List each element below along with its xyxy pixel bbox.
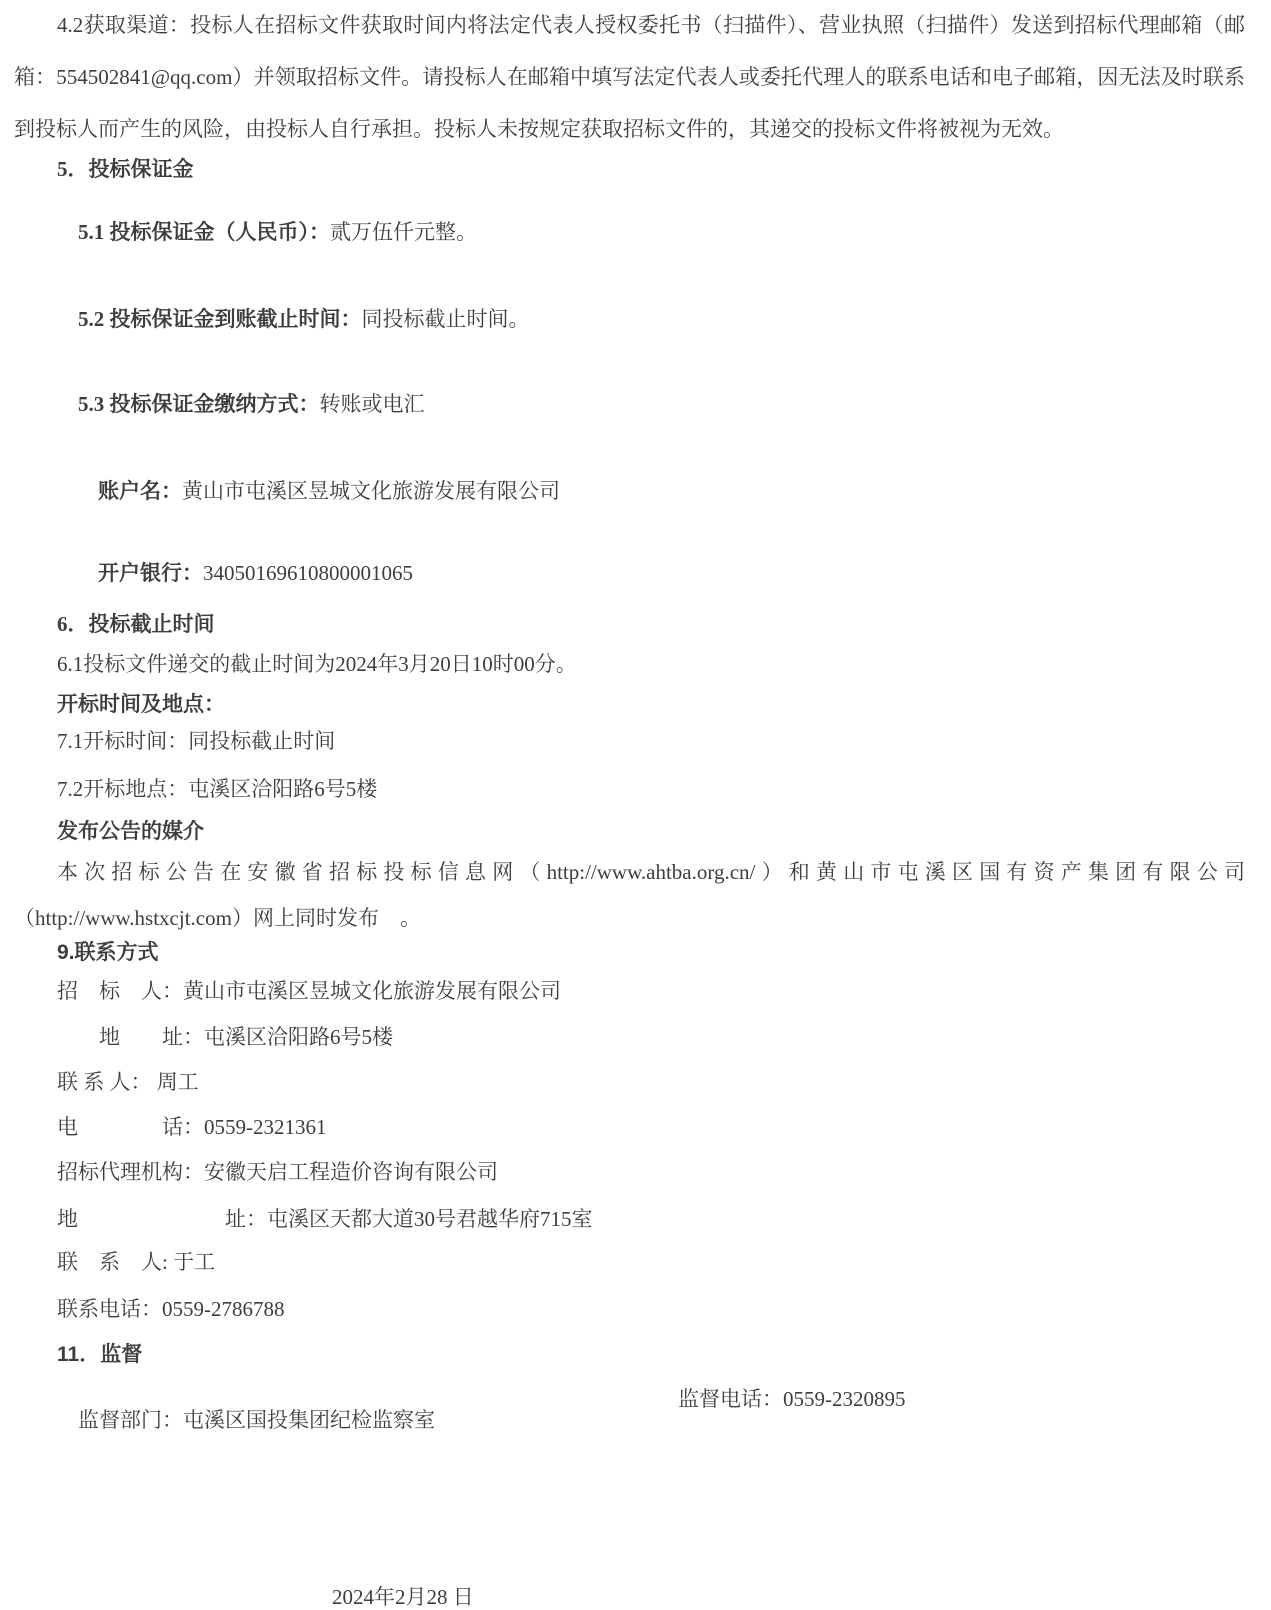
deposit-amount-value: 贰万伍仟元整。 bbox=[330, 220, 477, 244]
contact-tenderer-address-row: 地 址：屯溪区洽阳路6号5楼 bbox=[57, 1025, 393, 1049]
heading-announcement-media: 发布公告的媒介 bbox=[57, 820, 204, 843]
contact-agency-phone-row: 联系电话：0559-2786788 bbox=[57, 1297, 285, 1321]
deposit-deadline-value: 同投标截止时间。 bbox=[361, 307, 530, 331]
contact-tenderer-row: 招 标 人：黄山市屯溪区昱城文化旅游发展有限公司 bbox=[57, 979, 561, 1003]
deposit-amount-label: 5.1 投标保证金（人民币）： bbox=[78, 220, 330, 244]
paragraph-opening-time: 7.1开标时间：同投标截止时间 bbox=[57, 729, 336, 753]
heading-contact-info: 9.联系方式 bbox=[57, 941, 159, 964]
contact-tenderer-phone-row: 电 话：0559-2321361 bbox=[57, 1115, 327, 1139]
paragraph-announcement-media: 本次招标公告在安徽省招标投标信息网（http://www.ahtba.org.cn/）和黄山市屯溪区国有资产集团有限公司（http://www.hstxcjt.com）网上同时发布 。 bbox=[14, 860, 1245, 930]
contact-agency-person-row: 联 系 人: 于工 bbox=[57, 1250, 216, 1274]
contact-tenderer-person-row: 联 系 人： 周工 bbox=[57, 1070, 199, 1094]
paragraph-opening-place: 7.2开标地点：屯溪区洽阳路6号5楼 bbox=[57, 777, 378, 801]
deposit-method-label: 5.3 投标保证金缴纳方式： bbox=[78, 392, 320, 416]
contact-agency-address-row: 地 址：屯溪区天都大道30号君越华府715室 bbox=[57, 1207, 593, 1231]
supervision-row bbox=[14, 1389, 1245, 1473]
paragraph-acquisition-channel: 4.2获取渠道：投标人在招标文件获取时间内将法定代表人授权委托书（扫描件）、营业执照（扫描件）发送到招标代理邮箱（邮箱：554502841@qq.com）并领取招标文件。请投标人在邮箱中填写法定代表人或委托代理人的联系电话和电子邮箱，因无法及时联系到投标人而产生的风险，由投标人自行承担。投标人未按规定获取招标文件的，其递交的投标文件将被视为无效。 bbox=[14, 13, 1245, 141]
bank-account-label: 开户银行： bbox=[98, 561, 203, 585]
deposit-deadline-label: 5.2 投标保证金到账截止时间： bbox=[78, 307, 362, 331]
supervision-phone: 监督电话：0559-2320895 bbox=[678, 1387, 906, 1411]
deposit-method-row bbox=[14, 373, 1245, 436]
paragraph-bid-deadline: 6.1投标文件递交的截止时间为2024年3月20日10时00分。 bbox=[57, 652, 577, 676]
document-date: 2024年2月28 日 bbox=[332, 1585, 474, 1609]
supervision-department: 监督部门：屯溪区国投集团纪检监察室 bbox=[78, 1408, 435, 1432]
heading-bid-deposit: 5．投标保证金 bbox=[57, 157, 194, 181]
heading-opening-time-place: 开标时间及地点： bbox=[57, 692, 225, 716]
deposit-method-value: 转账或电汇 bbox=[319, 392, 425, 416]
heading-bid-deadline: 6．投标截止时间 bbox=[57, 612, 215, 636]
deposit-deadline-row bbox=[14, 288, 1245, 351]
account-name-value: 黄山市屯溪区昱城文化旅游发展有限公司 bbox=[182, 479, 560, 503]
heading-supervision: 11．监督 bbox=[57, 1343, 143, 1366]
account-name-row bbox=[14, 460, 1245, 523]
deposit-amount-row bbox=[14, 201, 1245, 264]
contact-agency-row: 招标代理机构：安徽天启工程造价咨询有限公司 bbox=[57, 1160, 498, 1184]
bank-account-row bbox=[14, 542, 1245, 605]
bank-account-value: 34050169610800001065 bbox=[203, 561, 413, 585]
account-name-label: 账户名： bbox=[98, 479, 182, 503]
